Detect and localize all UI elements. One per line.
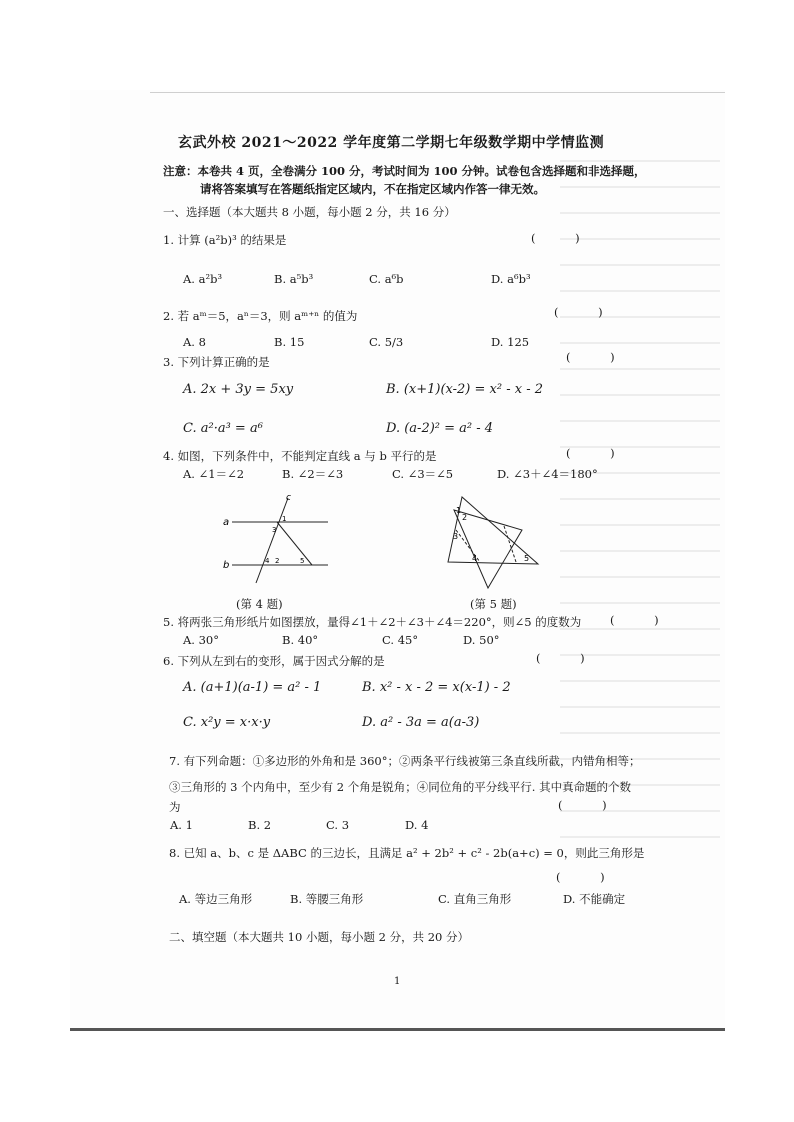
q8-option-c: C. 直角三角形	[438, 892, 512, 906]
q5-option-d: D. 50°	[463, 633, 500, 647]
exam-title: 玄武外校 2021～2022 学年度第二学期七年级数学期中学情监测	[178, 135, 605, 151]
q5-option-a: A. 30°	[183, 633, 219, 647]
q4-stem: 4. 如图，下列条件中，不能判定直线 a 与 b 平行的是	[163, 449, 437, 463]
fig4-angle-2: 2	[275, 557, 280, 565]
q2-option-b: B. 15	[274, 335, 305, 349]
q3-option-a: A. 2x + 3y = 5xy	[183, 382, 294, 397]
q2-answer-paren: ( )	[554, 305, 621, 319]
fig4-label-b: b	[223, 560, 230, 571]
q4-option-d: D. ∠3＋∠4＝180°	[497, 467, 598, 481]
q4-answer-paren: ( )	[566, 446, 633, 460]
fig5-angle-4: 4	[472, 554, 478, 563]
q1-option-d: D. a⁶b³	[491, 272, 531, 286]
q2-option-a: A. 8	[183, 335, 206, 349]
q1-answer-paren: ( )	[531, 231, 598, 245]
q8-option-d: D. 不能确定	[563, 892, 626, 906]
q6-stem: 6. 下列从左到右的变形，属于因式分解的是	[163, 654, 385, 668]
fig5-angle-5: 5	[524, 554, 530, 563]
q5-stem: 5. 将两张三角形纸片如图摆放，量得∠1＋∠2＋∠3＋∠4＝220°，则∠5 的度数为	[163, 615, 582, 629]
q6-option-a: A. (a+1)(a-1) = a² - 1	[183, 680, 322, 695]
section-1-heading: 一、选择题（本大题共 8 小题，每小题 2 分，共 16 分）	[163, 205, 456, 219]
fig5-angle-3: 3	[453, 532, 459, 541]
q1-stem: 1. 计算 (a²b)³ 的结果是	[163, 233, 287, 247]
q8-answer-paren: ( )	[556, 870, 623, 884]
q7-option-b: B. 2	[248, 818, 272, 832]
q3-option-c: C. a²·a³ = a⁶	[183, 421, 263, 436]
paper-bottom-edge	[70, 1028, 725, 1031]
q8-option-a: A. 等边三角形	[179, 892, 253, 906]
q7-answer-paren: ( )	[558, 798, 625, 812]
q1-option-a: A. a²b³	[183, 272, 223, 286]
fig4-label-c: c	[286, 493, 291, 503]
q8-option-b: B. 等腰三角形	[290, 892, 364, 906]
q4-option-b: B. ∠2＝∠3	[282, 467, 344, 481]
fig4-angle-1: 1	[282, 515, 287, 523]
fig4-angle-4: 4	[265, 557, 270, 565]
fig5-caption: (第 5 题)	[470, 597, 517, 611]
q2-option-d: D. 125	[491, 335, 530, 349]
fig4-angle-3: 3	[272, 526, 277, 534]
fig5-angle-1: 1	[456, 506, 462, 515]
q6-answer-paren: ( )	[536, 651, 603, 665]
fig4-angle-5: 5	[300, 557, 305, 565]
q3-option-b: B. (x+1)(x-2) = x² - x - 2	[386, 382, 543, 397]
q7-line-3: 为	[169, 800, 181, 814]
q2-option-c: C. 5/3	[369, 335, 404, 349]
q2-stem: 2. 若 aᵐ＝5，aⁿ＝3，则 aᵐ⁺ⁿ 的值为	[163, 309, 358, 323]
q3-option-d: D. (a-2)² = a² - 4	[386, 421, 494, 436]
notice-line-2: 请将答案填写在答题纸指定区域内，不在指定区域内作答一律无效。	[200, 182, 545, 196]
q3-answer-paren: ( )	[566, 350, 633, 364]
section-2-heading: 二、填空题（本大题共 10 小题，每小题 2 分，共 20 分）	[169, 930, 470, 944]
q7-option-a: A. 1	[170, 818, 193, 832]
q5-option-c: C. 45°	[382, 633, 419, 647]
q6-option-c: C. x²y = x·x·y	[183, 715, 271, 730]
q1-option-c: C. a⁶b	[369, 272, 404, 286]
figure-5-two-triangles	[440, 492, 550, 592]
q3-stem: 3. 下列计算正确的是	[163, 355, 270, 369]
q7-line-2: ③三角形的 3 个内角中，至少有 2 个角是锐角；④同位角的平分线平行. 其中真命题的个数	[169, 780, 632, 794]
q6-option-b: B. x² - x - 2 = x(x-1) - 2	[362, 680, 511, 695]
q5-option-b: B. 40°	[282, 633, 319, 647]
figure-4-parallel-lines	[220, 490, 350, 585]
q4-option-a: A. ∠1＝∠2	[183, 467, 245, 481]
paper-top-edge	[150, 92, 725, 93]
transversal-line	[277, 522, 312, 565]
q8-stem: 8. 已知 a、b、c 是 ΔABC 的三边长，且满足 a² + 2b² + c² - 2b(a+c) = 0，则此三角形是	[169, 846, 645, 860]
q5-answer-paren: ( )	[610, 613, 677, 627]
fig4-caption: (第 4 题)	[236, 597, 283, 611]
q1-option-b: B. a⁵b³	[274, 272, 314, 286]
fig5-angle-2: 2	[462, 513, 468, 522]
line-c	[256, 498, 288, 583]
q7-option-c: C. 3	[326, 818, 350, 832]
fig4-label-a: a	[223, 517, 230, 528]
q6-option-d: D. a² - 3a = a(a-3)	[362, 715, 480, 730]
q7-option-d: D. 4	[405, 818, 429, 832]
q4-option-c: C. ∠3＝∠5	[392, 467, 454, 481]
page-number: 1	[394, 976, 401, 987]
notice-line-1: 注意：本卷共 4 页，全卷满分 100 分，考试时间为 100 分钟。试卷包含选择题和非选择题，	[163, 164, 646, 178]
q7-line-1: 7. 有下列命题：①多边形的外角和是 360°；②两条平行线被第三条直线所截，内错角相等；	[169, 754, 641, 768]
